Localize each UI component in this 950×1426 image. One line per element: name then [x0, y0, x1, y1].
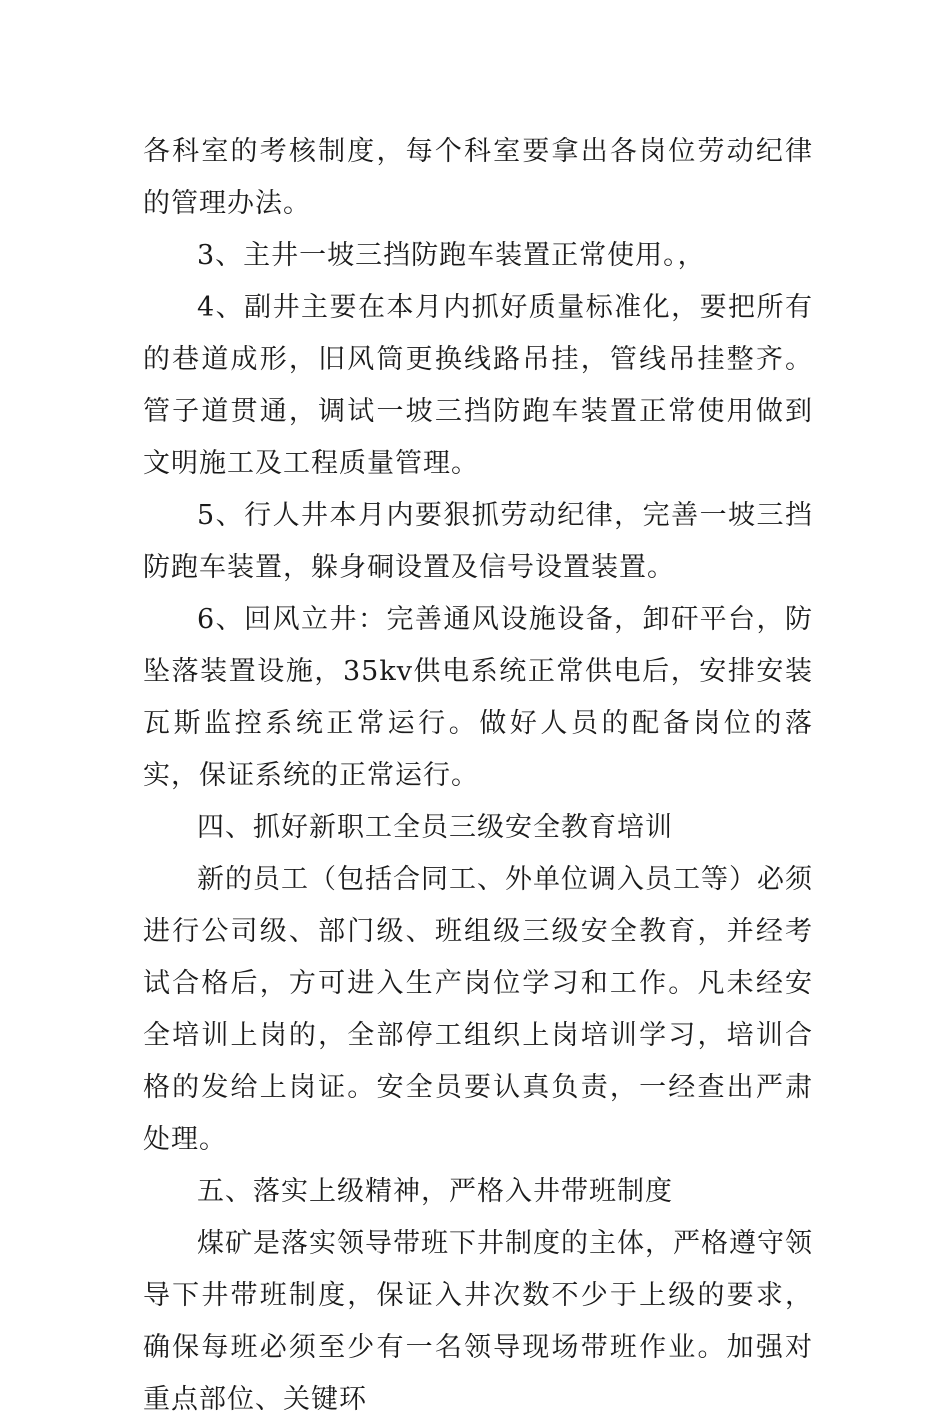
- paragraph-continuation: 各科室的考核制度，每个科室要拿出各岗位劳动纪律的管理办法。: [143, 136, 813, 219]
- paragraph-item-3: 3、主井一坡三挡防跑车装置正常使用。，: [197, 240, 706, 271]
- paragraph-training: 新的员工（包括合同工、外单位调入员工等）必须进行公司级、部门级、班组级三级安全教育，并经考试合格后，方可进入生产岗位学习和工作。凡未经安全培训上岗的，全部停工组织上岗培训学习，培训合格的发给上岗证。安全员要认真负责，一经查出严肃处理。: [143, 864, 813, 1155]
- section-heading-5: 五、落实上级精神，严格入井带班制度: [197, 1176, 673, 1207]
- document-body: [143, 126, 813, 1426]
- paragraph-item-4: 4、副井主要在本月内抓好质量标准化，要把所有的巷道成形，旧风筒更换线路吊挂，管线吊挂整齐。管子道贯通，调试一坡三挡防跑车装置正常使用做到文明施工及工程质量管理。: [143, 292, 813, 479]
- paragraph-item-6: 6、回风立井：完善通风设施设备，卸矸平台，防坠落装置设施，35kv供电系统正常供电后，安排安装瓦斯监控系统正常运行。做好人员的配备岗位的落实，保证系统的正常运行。: [143, 604, 813, 791]
- section-heading-4: 四、抓好新职工全员三级安全教育培训: [197, 812, 673, 843]
- paragraph-shift-leadership: 煤矿是落实领导带班下井制度的主体，严格遵守领导下井带班制度，保证入井次数不少于上级的要求，确保每班必须至少有一名领导现场带班作业。加强对重点部位、关键环: [143, 1228, 813, 1415]
- paragraph-item-5: 5、行人井本月内要狠抓劳动纪律，完善一坡三挡防跑车装置，躲身硐设置及信号设置装置。: [143, 500, 813, 583]
